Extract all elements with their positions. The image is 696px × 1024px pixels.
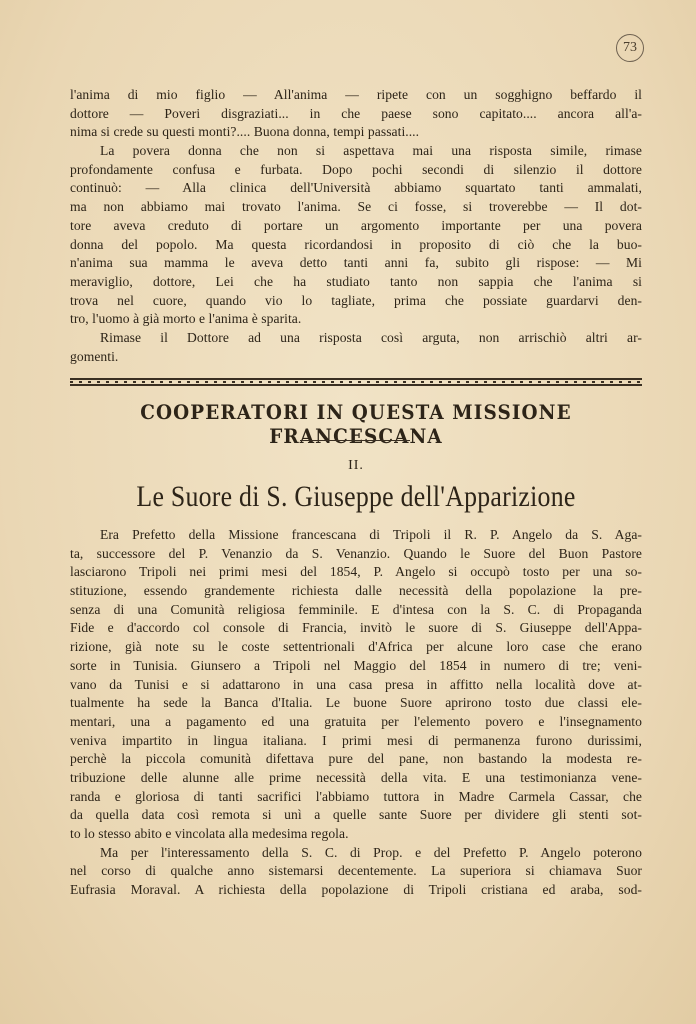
- ornamental-divider: [70, 378, 642, 386]
- article-title: Le Suore di S. Giuseppe dell'Apparizione: [136, 480, 576, 513]
- text-line: da quella data così remota si unì a quelle sante Suore per dividere gli stenti sot-: [70, 807, 642, 823]
- article-body: [70, 526, 642, 900]
- text-line: meraviglio, dottore, Lei che ha studiato tanto non sappia che l'anima si: [70, 273, 642, 289]
- text-line: continuò: — Alla clinica dell'Università abbiamo squartato tanti ammalati,: [70, 180, 642, 196]
- text-line: senza di una Comunità religiosa femminile. E d'intesa con la S. C. di Propaganda: [70, 601, 642, 617]
- text-line: randa e gloriosa di tanti sacrifici l'abbiamo tuttora in Madre Carmela Cassar, che: [70, 788, 642, 804]
- text-line: tualmente ha sede la Banca d'Italia. Le buone Suore aprirono tosto due classi ele-: [70, 695, 642, 711]
- text-line: Eufrasia Moraval. A richiesta della popolazione di Tripoli cristiana ed araba, sod-: [70, 882, 642, 898]
- text-line: to lo stesso abito e vincolata alla medesima regola.: [70, 826, 349, 841]
- text-line: n'anima sua mamma le aveva detto tanti anni fa, subito gli rispose: — Mi: [70, 255, 642, 271]
- text-line: Fide e d'accordo col console di Francia, invitò le suore di S. Giuseppe dell'Appa-: [70, 620, 642, 636]
- text-line: sorte in Tunisia. Giunsero a Tripoli nel Maggio del 1854 in numero di tre; veni-: [70, 657, 642, 673]
- page-number: 73: [616, 34, 644, 62]
- text-line: gomenti.: [70, 348, 119, 364]
- text-line: Rimase il Dottore ad una risposta così arguta, non arrischiò altri ar-: [100, 329, 642, 345]
- text-line: veniva impartito in lingua italiana. I primi mesi di permanenza furono durissimi,: [70, 732, 642, 748]
- text-line: donna del popolo. Ma questa ricordandosi in proposito di ciò che la buo-: [70, 236, 642, 252]
- text-line: tribuzione delle alunne alle prime necessità della vita. E una testimonianza vene-: [70, 769, 642, 785]
- text-line: ta, successore del P. Venanzio da S. Venanzio. Quando le Suore del Buon Pastore: [70, 545, 642, 561]
- text-line: Era Prefetto della Missione francescana di Tripoli il R. P. Angelo da S. Aga-: [100, 527, 642, 542]
- text-line: nima si crede su questi monti?.... Buona donna, tempi passati....: [70, 124, 420, 140]
- chapter-numeral: II.: [348, 458, 364, 473]
- text-line: mentari, una a pagamento ed una gratuita per l'elemento povero e l'insegnamento: [70, 713, 642, 729]
- text-line: dottore — Poveri disgraziati... in che paese sono capitato.... ancora all'a-: [70, 105, 642, 121]
- intro-text: [70, 86, 642, 366]
- text-line: tore aveva creduto di portare un argomento importante per una povera: [70, 217, 642, 233]
- text-line: La povera donna che non si aspettava mai una risposta simile, rimase: [100, 143, 642, 159]
- text-line: Ma per l'interessamento della S. C. di Prop. e del Prefetto P. Angelo poterono: [100, 844, 642, 860]
- text-line: trova nel cuore, quando vio lo tagliate, prima che possiate guardarvi den-: [70, 292, 642, 308]
- text-line: rizione, già note su le coste settentrionali d'Africa per alcune loro case che erano: [70, 639, 642, 655]
- text-line: lasciarono Tripoli nei primi mesi del 1854, P. Angelo si occupò tosto per una so-: [70, 564, 642, 580]
- text-line: stituzione, essendo grandemente richiesta dalle necessità della popolazione la pre-: [70, 583, 642, 599]
- section-header: COOPERATORI IN QUESTA MISSIONE FRANCESCANA: [140, 400, 572, 448]
- text-line: profondamente confusa e furbata. Dopo pochi secondi di silenzio il dottore: [70, 161, 642, 177]
- text-line: l'anima di mio figlio — All'anima — ripete con un sogghigno beffardo il: [70, 87, 642, 102]
- text-line: tro, l'uomo à già morto e l'anima è sparita.: [70, 311, 302, 327]
- text-line: perchè la piccola comunità difettava pure del pane, non bastando la modesta re-: [70, 751, 642, 767]
- text-line: vano da Tunisi e si adattarono in una casa presa in affitto nella località dove at-: [70, 676, 642, 692]
- short-divider: [300, 440, 410, 441]
- text-line: ma non abbiamo mai trovato l'anima. Se ci fosse, si troverebbe — Il dot-: [70, 199, 642, 215]
- text-line: nel corso di qualche anno sistemarsi decentemente. La superiora si chiamava Suor: [70, 863, 642, 879]
